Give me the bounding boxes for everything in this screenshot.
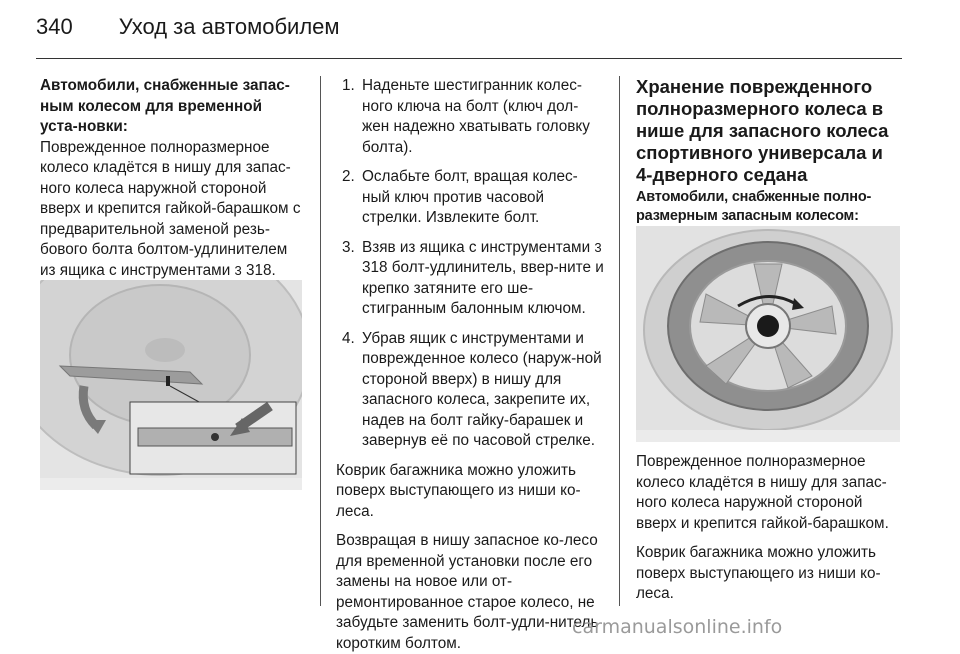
- trunk-spare-wheel-illustration: [40, 280, 302, 490]
- column-3: [636, 76, 902, 226]
- page-reference-link[interactable]: 318: [362, 259, 388, 276]
- section-title: Хранение поврежденного полноразмерного колеса в нише для запасного колеса спортивного универсала и 4-дверного седана: [636, 76, 889, 185]
- watermark: carmanualsonline.info: [572, 616, 783, 638]
- chapter-title: Уход за автомобилем: [118, 14, 340, 39]
- list-item: 3. Взяв из ящика с инструментами 3 318 болт-удлинитель, ввер-ните и крепко затяните его ше-стигранным балонным ключом.: [342, 238, 604, 317]
- page-reference-icon: 3: [234, 262, 242, 278]
- page-number: 340: [36, 14, 73, 39]
- column-1: [40, 76, 302, 302]
- paragraph-mat: Коврик багажника можно уложить поверх выступающего из ниши ко-леса.: [336, 461, 581, 520]
- paragraph-storage-full: Поврежденное полноразмерное колесо кладётся в нишу для запас-ного колеса наружной стороной вверх и крепится гайкой-барашком.: [636, 453, 889, 532]
- page-reference-link[interactable]: 318.: [245, 261, 276, 279]
- column-3-lower: [636, 452, 902, 605]
- column-divider-1: [320, 76, 321, 606]
- spare-wheel-in-well-illustration: [636, 226, 900, 442]
- list-item: 2. Ослабьте болт, вращая колес-ный ключ против часовой стрелки. Извлеките болт.: [342, 168, 578, 226]
- section-heading: Автомобили, снабженные запас-ным колесом для временной уста-новки:: [40, 77, 290, 135]
- column-2: [336, 76, 604, 654]
- page-reference-icon: 3: [594, 239, 602, 255]
- list-item: 1. Наденьте шестигранник колес-ного ключа на болт (ключ дол-жен надежно хватывать головку болта).: [342, 77, 590, 156]
- column-divider-2: [619, 76, 620, 606]
- paragraph-storage: Поврежденное полноразмерное колесо кладётся в нишу для запас-ного колеса наружной стороной вверх и крепится гайкой-барашком с предварительной заменой резь-бового болта болтом-удлинителем из ящика с инструментами 3 318.: [40, 138, 301, 279]
- list-item: 4. Убрав ящик с инструментами и поврежденное колесо (наруж-ной стороной вверх) в нишу для запасного колеса, закрепите их, надев на болт гайку-барашек и завернув её по часовой стрелке.: [342, 329, 602, 449]
- procedure-steps: [336, 76, 604, 452]
- paragraph-return: Возвращая в нишу запасное ко-лесо для временной установки после его замены на новое или от-ремонтированное старое колесо, не забудьте заменить болт-удли-нитель коротким болтом.: [336, 532, 599, 652]
- header-rule: [36, 58, 902, 59]
- paragraph-mat-full: Коврик багажника можно уложить поверх выступающего из ниши ко-леса.: [636, 544, 881, 602]
- page-header: [36, 14, 340, 46]
- section-subheading: Автомобили, снабженные полно-размерным запасным колесом:: [636, 189, 872, 224]
